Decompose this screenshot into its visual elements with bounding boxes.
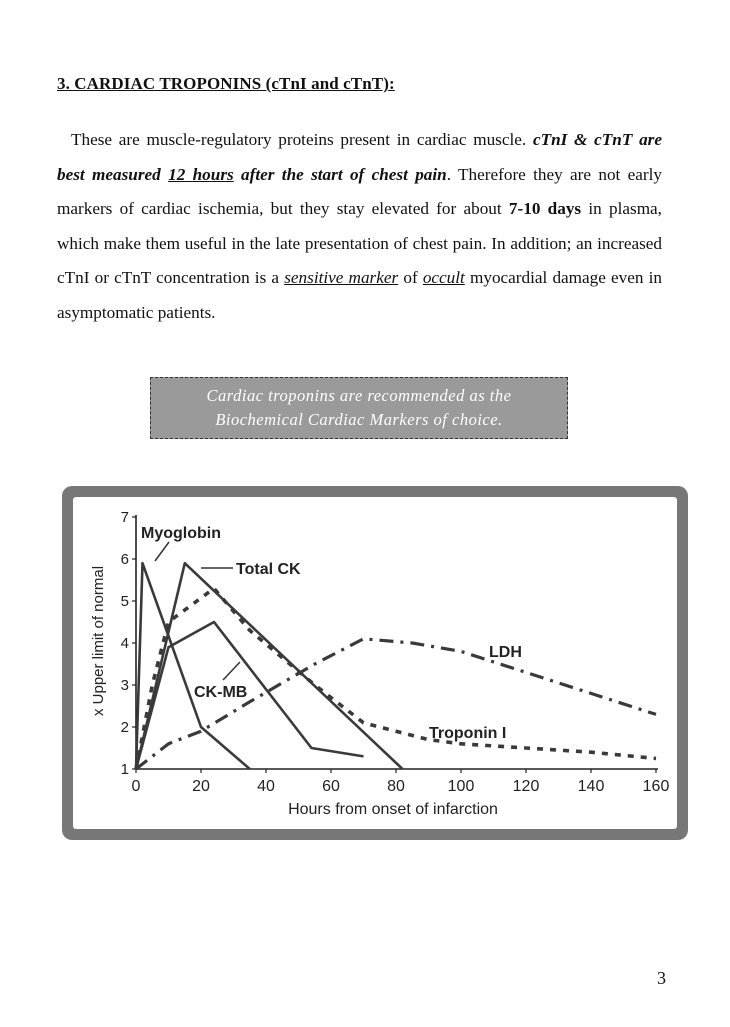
- y-tick-label: 6: [120, 551, 129, 568]
- callout-line-2: Biochemical Cardiac Markers of choice.: [215, 410, 503, 429]
- y-tick-label: 4: [120, 635, 129, 652]
- label-troponin-i: Troponin I: [429, 725, 507, 742]
- x-tick-label: 40: [257, 778, 275, 795]
- chart-series-layer: [136, 563, 656, 769]
- y-tick-label: 7: [120, 509, 129, 526]
- body-paragraph: [57, 123, 662, 331]
- para-emphasis-b: after the start of chest pain: [233, 164, 447, 184]
- label-myoglobin: Myoglobin: [141, 525, 221, 542]
- callout-line-1: Cardiac troponins are recommended as the: [206, 386, 512, 405]
- x-tick-label: 60: [322, 778, 340, 795]
- series-myoglobin: [136, 563, 250, 769]
- para-7-10-days: 7-10 days: [508, 199, 582, 219]
- label-ldh: LDH: [489, 644, 522, 661]
- series-total-ck: [136, 563, 403, 769]
- cardiac-marker-chart: [73, 497, 677, 829]
- ylabel: x Upper limit of normal: [90, 565, 107, 717]
- chart-axes: [121, 509, 670, 795]
- y-tick-label: 3: [120, 677, 129, 694]
- callout-box: [150, 377, 568, 439]
- x-tick-label: 20: [192, 778, 210, 795]
- label-total-ck: Total CK: [236, 561, 301, 578]
- para-emphasis-a: cTnI & cTnT are best measured: [57, 130, 662, 184]
- series-ldh: [136, 639, 656, 769]
- label-ck-mb: CK-MB: [194, 684, 248, 701]
- xlabel: Hours from onset of infarction: [288, 801, 498, 818]
- x-tick-label: 140: [577, 778, 605, 795]
- para-sentence-5: myocardial damage even in asymptomatic patients.: [57, 268, 663, 322]
- para-12-hours: 12 hours: [168, 164, 234, 184]
- para-occult: occult: [422, 268, 465, 288]
- leader-ck-mb: [223, 662, 240, 680]
- para-of: of: [398, 268, 423, 288]
- leader-myoglobin: [155, 542, 169, 561]
- para-sentence-4: in plasma, which make them useful in the late presentation of chest pain. In addition; an increased cTnI or cTnT concentration is a: [57, 199, 662, 288]
- y-tick-label: 5: [120, 593, 129, 610]
- x-tick-label: 120: [512, 778, 540, 795]
- section-heading: 3. CARDIAC TROPONINS (cTnI and cTnT):: [57, 74, 395, 93]
- y-tick-label: 1: [120, 761, 129, 778]
- x-tick-label: 160: [642, 778, 670, 795]
- y-tick-label: 2: [120, 719, 129, 736]
- x-tick-label: 80: [387, 778, 405, 795]
- para-sentence-1: These are muscle-regulatory proteins present in cardiac muscle.: [71, 130, 533, 149]
- series-troponin-i: [136, 588, 656, 769]
- para-sensitive-marker: sensitive marker: [284, 268, 399, 288]
- para-sentence-3: . Therefore they are not early markers of cardiac ischemia, but they stay elevated for about: [57, 164, 663, 219]
- page-number: 3: [657, 968, 666, 988]
- x-tick-label: 100: [447, 778, 475, 795]
- x-tick-label: 0: [131, 778, 141, 795]
- chart-label-layer: [90, 525, 522, 818]
